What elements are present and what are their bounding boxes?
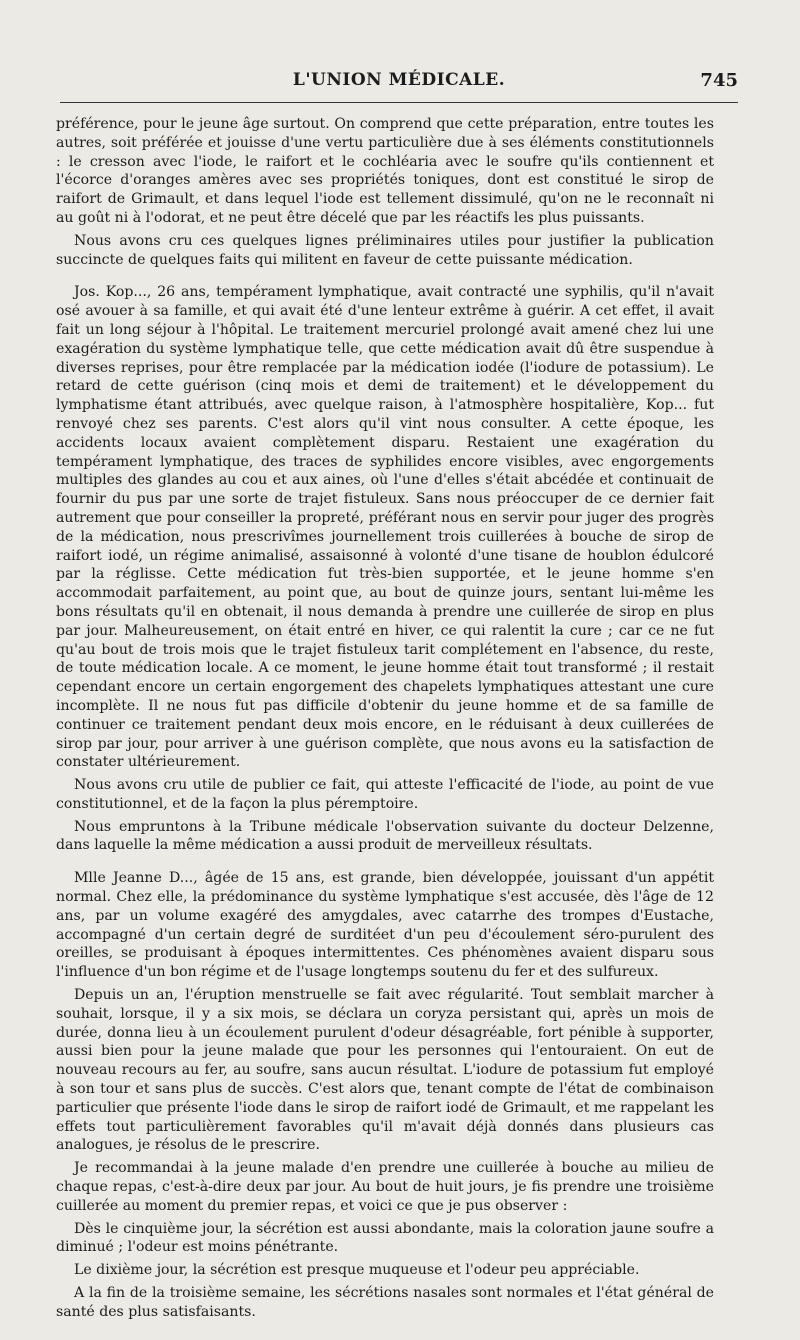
- paragraph: Mlle Jeanne D..., âgée de 15 ans, est grande, bien développée, jouissant d'un appétit normal. Chez elle, la prédominance du système lymphatique s'est accusée, dès l'âge de 12 ans, par un volume exagéré des amygdales, avec catarrhe des trompes d'Eustache, accompagné d'un certain degré de surditéet d'un peu d'écoulement séro-purulent des oreilles, se produisant à époques intermittentes. Ces phénomènes avaient disparu sous l'influence d'un bon régime et de l'usage longtemps soutenu du fer et des sulfureux.: [56, 870, 714, 981]
- spacer: [56, 859, 714, 869]
- paragraph: Depuis un an, l'éruption menstruelle se fait avec régularité. Tout semblait marcher à souhait, lorsque, il y a six mois, se déclara un coryza persistant qui, après un mois de durée, donna lieu à un écoulement purulent d'odeur désagréable, fort pénible à supporter, aussi bien pour la jeune malade que pour les personnes qui l'entouraient. On eut de nouveau recours au fer, au soufre, sans aucun résultat. L'iodure de potassium fut employé à son tour et sans plus de succès. C'est alors que, tenant compte de l'état de combinaison particulier que présente l'iode dans le sirop de raifort iodé de Grimault, et me rappelant les effets tout particulièrement favorables qu'il m'avait déjà donnés dans plusieurs cas analogues, je résolus de le prescrire.: [56, 987, 714, 1154]
- paragraph: Nous avons cru utile de publier ce fait, qui atteste l'efficacité de l'iode, au point de vue constitutionnel, et de la façon la plus péremptoire.: [56, 777, 714, 812]
- paragraph: Le dixième jour, la sécrétion est presque muqueuse et l'odeur peu appréciable.: [74, 1262, 640, 1279]
- page-number: 745: [700, 70, 738, 91]
- article-body: [56, 115, 714, 1326]
- spacer: [56, 273, 714, 283]
- page-header: [60, 70, 738, 98]
- paragraph: Dès le cinquième jour, la sécrétion est aussi abondante, mais la coloration jaune soufre a diminué ; l'odeur est moins pénétrante.: [56, 1220, 714, 1256]
- paragraph: Nous avons cru ces quelques lignes préliminaires utiles pour justifier la publication succincte de quelques faits qui militent en faveur de cette puissante médication.: [56, 232, 714, 268]
- running-title: L'UNION MÉDICALE.: [292, 70, 506, 90]
- paragraph: préférence, pour le jeune âge surtout. On comprend que cette préparation, entre toutes les autres, soit préférée et jouisse d'une vertu particulière due à ses éléments constitutionnels : le cresson avec l'iode, le raifort et le cochléaria avec le soufre qu'ils contiennent et l'écorce d'oranges amères avec ses propriétés toniques, dont est constitué le sirop de raifort de Grimault, et dans lequel l'iode est tellement dissimulé, qu'on ne le reconnaît ni au goût ni à l'odorat, et ne peut être décelé que par les réactifs les plus puissants.: [56, 116, 714, 226]
- paragraph: Jos. Kop..., 26 ans, tempérament lymphatique, avait contracté une syphilis, qu'il n'avait osé avouer à sa famille, et qui avait été d'une lenteur extrême à guérir. A cet effet, il avait fait un long séjour à l'hôpital. Le traitement mercuriel prolongé avait amené chez lui une exagération du système lymphatique telle, que cette médication avait dû être suspendue à diverses reprises, pour être remplacée par la médication iodée (l'iodure de potassium). Le retard de cette guérison (cinq mois et demi de traitement) et le développement du lymphatisme étant attribués, avec quelque raison, à l'atmosphère hospitalière, Kop... fut renvoyé chez ses parents. C'est alors qu'il vint nous consulter. A cette époque, les accidents locaux avaient complètement disparu. Restaient une exagération du tempérament lymphatique, des traces de syphilides encore visibles, avec engorgements multiples des glandes au cou et aux aines, où l'une d'elles s'était abcédée et continuait de fournir du pus par une sorte de trajet fistuleux. Sans nous préoccuper de ce dernier fait autrement que pour conseiller la propreté, préférant nous en servir pour juger des progrès de la médication, nous prescrivîmes journellement trois cuillerées à bouche de sirop de raifort iodé, un régime animalisé, assaisonné à volonté d'une tisane de houblon édulcoré par la réglisse. Cette médication fut très-bien supportée, et le jeune homme s'en accommodait parfaitement, au point que, au bout de quinze jours, sentant lui-même les bons résultats qu'il en obtenait, il nous demanda à prendre une cuillerée de sirop en plus par jour. Malheureusement, on était entré en hiver, ce qui ralentit la cure ; car ce ne fut qu'au bout de trois mois que le trajet fistuleux tarit complétement en l'absence, du reste, de toute médication locale. A ce moment, le jeune homme était tout transformé ; il restait cependant encore un certain engorgement des chapelets lymphatiques attestant une cure incomplète. Il ne nous fut pas difficile d'obtenir du jeune homme et de sa famille de continuer ce traitement pendant deux mois encore, en le réduisant à deux cuillerées de sirop par jour, pour arriver à une guérison complète, que nous avons eu la satisfaction de constater ultérieurement.: [56, 284, 714, 771]
- paragraph: A la fin de la troisième semaine, les sécrétions nasales sont normales et l'état général de santé des plus satisfaisants.: [56, 1285, 714, 1320]
- paragraph: Je recommandai à la jeune malade d'en prendre une cuillerée à bouche au milieu de chaque repas, c'est-à-dire deux par jour. Au bout de huit jours, je fis prendre une troisième cuillerée au moment du premier repas, et voici ce que je pus observer :: [56, 1160, 714, 1214]
- header-rule: [60, 102, 738, 103]
- paragraph: Nous empruntons à la Tribune médicale l'observation suivante du docteur Delzenne, dans laquelle la même médication a aussi produit de merveilleux résultats.: [56, 818, 714, 854]
